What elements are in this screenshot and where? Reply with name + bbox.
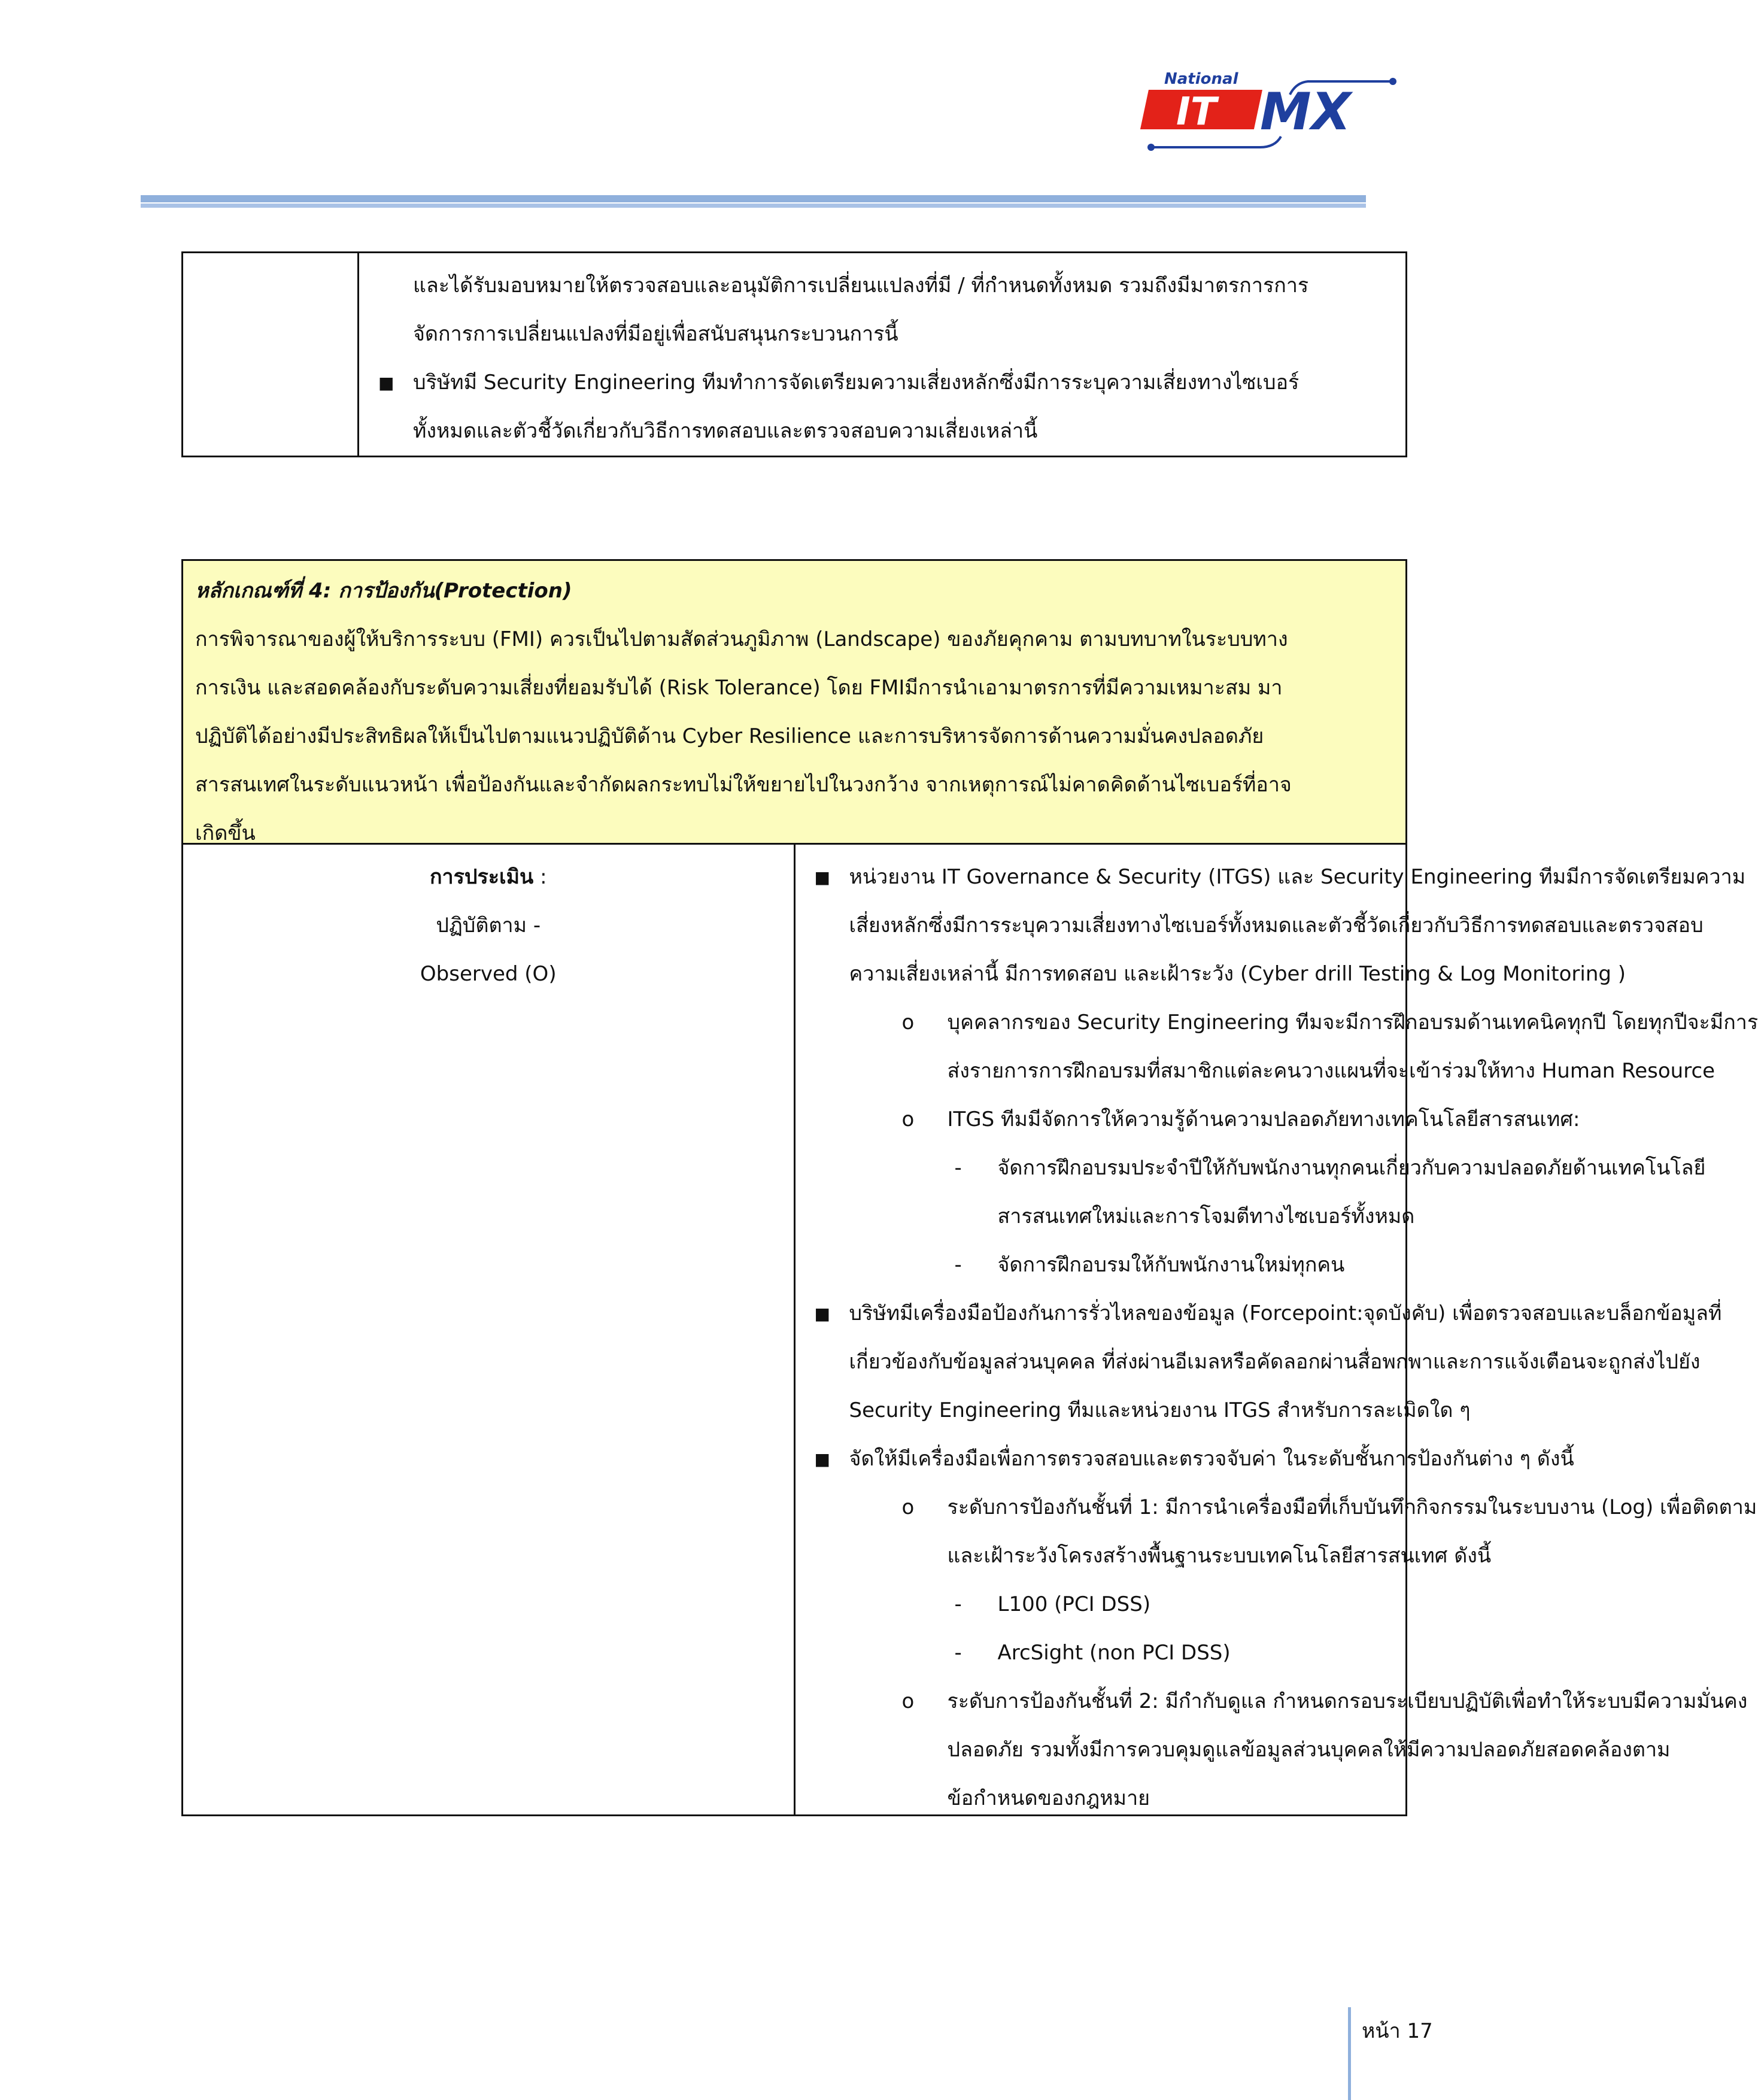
header-rule-bottom: [141, 204, 1366, 208]
criteria-line: ปฏิบัติได้อย่างมีประสิทธิผลให้เป็นไปตามแนวปฏิบัติด้าน Cyber Resilience และการบริหารจัดการด้านความมั่นคงปลอดภัย: [195, 724, 1264, 748]
line-text: หน่วยงาน IT Governance & Security (ITGS) และ Security Engineering ทีมมีการจัดเตรียมความ: [849, 865, 1746, 889]
continuation-content-cell: [359, 253, 1407, 457]
logo-it-text: IT: [1176, 90, 1217, 134]
logo-mx-text: MX: [1260, 82, 1351, 142]
details-cell: [794, 844, 1758, 1816]
line-text: ArcSight (non PCI DSS): [997, 1641, 1231, 1665]
line-text: สารสนเทศใหม่และการโจมตีทางไซเบอร์ทั้งหมด: [997, 1204, 1415, 1228]
header-rule-top: [141, 195, 1366, 202]
line-text: เกี่ยวข้องกับข้อมูลส่วนบุคคล ที่ส่งผ่านอีเมลหรือคัดลอกผ่านสื่อพกพาและการแจ้งเตือนจะถูกส่งไปยัง: [849, 1350, 1701, 1374]
details-lines: [795, 845, 1758, 1814]
circle-bullet-icon: o: [901, 1010, 915, 1034]
bullet-item: [806, 999, 1758, 1047]
page-number: หน้า 17: [1362, 2019, 1433, 2043]
itmx-logo: [1140, 59, 1404, 160]
line-text: ระดับการป้องกันชั้นที่ 2: มีกำกับดูแล กำหนดกรอบระเบียบปฏิบัติเพื่อทำให้ระบบมีความมั่นคง: [947, 1689, 1748, 1713]
line-text: บริษัทมีเครื่องมือป้องกันการรั่วไหลของข้อมูล (Forcepoint:จุดบังคับ) เพื่อตรวจสอบและบล็อกข้อมูลที่: [849, 1301, 1722, 1325]
assessment-rating: Observed (O): [420, 962, 557, 986]
line-text: เสี่ยงหลักซึ่งมีการระบุความเสี่ยงทางไซเบอร์ทั้งหมดและตัวชี้วัดเกี่ยวกับวิธีการทดสอบและตรวจสอบ: [849, 914, 1704, 937]
bullet-item: [806, 1435, 1574, 1483]
text-line: [370, 407, 1395, 456]
continuation-left-cell: [183, 253, 359, 457]
line-text: บริษัทมี Security Engineering ทีมทำการจัดเตรียมความเสี่ยงหลักซึ่งมีการระบุความเสี่ยงทางไซเบอร์: [413, 371, 1299, 394]
line-text: จัดการการเปลี่ยนแปลงที่มีอยู่เพื่อสนับสนุนกระบวนการนี้: [413, 322, 898, 346]
line-text: และเฝ้าระวังโครงสร้างพื้นฐานระบบเทคโนโลยีสารสนเทศ ดังนี้: [947, 1544, 1492, 1568]
continuation-table: [181, 251, 1407, 457]
square-bullet-icon: ■: [814, 1304, 830, 1324]
text-line: [806, 1338, 1701, 1386]
assessment-label: การประเมิน: [429, 865, 534, 889]
line-text: จัดการฝึกอบรมประจำปีให้กับพนักงานทุกคนเกี่ยวกับความปลอดภัยด้านเทคโนโลยี: [997, 1156, 1706, 1180]
dash-bullet-icon: -: [954, 1156, 962, 1180]
text-line: [806, 1386, 1471, 1435]
line-text: และได้รับมอบหมายให้ตรวจสอบและอนุมัติการเปลี่ยนแปลงที่มี / ที่กำหนดทั้งหมด รวมถึงมีมาตรการการ: [413, 274, 1309, 298]
criteria-description: [195, 615, 1393, 858]
criteria-line: เกิดขึ้น: [195, 821, 256, 845]
criteria-line: สารสนเทศในระดับแนวหน้า เพื่อป้องกันและจำกัดผลกระทบไม่ให้ขยายไปในวงกว้าง จากเหตุการณ์ไม่คาดคิดด้านไซเบอร์ที่อาจ: [195, 773, 1292, 797]
criteria-line: การพิจารณาของผู้ให้บริการระบบ (FMI) ควรเป็นไปตามสัดส่วนภูมิภาพ (Landscape) ของภัยคุกคาม ตามบทบาทในระบบทาง: [195, 627, 1288, 651]
logo-mx: [1260, 82, 1353, 142]
bullet-item: [806, 1483, 1757, 1532]
line-text: ทั้งหมดและตัวชี้วัดเกี่ยวกับวิธีการทดสอบและตรวจสอบความเสี่ยงเหล่านี้: [413, 419, 1038, 443]
line-text: จัดให้มีเครื่องมือเพื่อการตรวจสอบและตรวจจับค่า ในระดับชั้นการป้องกันต่าง ๆ ดังนี้: [849, 1447, 1574, 1471]
line-text: ปลอดภัย รวมทั้งมีการควบคุมดูแลข้อมูลส่วนบุคคลให้มีความปลอดภัยสอดคล้องตาม: [947, 1738, 1671, 1762]
bullet-item: [806, 1580, 1395, 1629]
text-line: [806, 1532, 1492, 1580]
circle-bullet-icon: o: [901, 1689, 915, 1713]
dash-bullet-icon: -: [954, 1253, 962, 1277]
criteria-line: การเงิน และสอดคล้องกับระดับความเสี่ยงที่ยอมรับได้ (Risk Tolerance) โดย FMIมีการนำเอามาตรการที่มีความเหมาะสม มา: [195, 676, 1283, 700]
circle-bullet-icon: o: [901, 1107, 915, 1131]
bullet-item: [806, 1629, 1395, 1677]
line-text: Security Engineering ทีมและหน่วยงาน ITGS สำหรับการละเมิดใด ๆ: [849, 1398, 1471, 1422]
line-text: ITGS ทีมมีจัดการให้ความรู้ด้านความปลอดภัยทางเทคโนโลยีสารสนเทศ:: [947, 1107, 1580, 1131]
square-bullet-icon: ■: [814, 1449, 830, 1469]
text-line: [806, 1726, 1671, 1774]
square-bullet-icon: ■: [814, 867, 830, 887]
square-bullet-icon: ■: [378, 373, 394, 393]
assessment-cell: [183, 844, 795, 1816]
line-text: ส่งรายการการฝึกอบรมที่สมาชิกแต่ละคนวางแผนที่จะเข้าร่วมให้ทาง Human Resource: [947, 1059, 1716, 1083]
text-line: [806, 1192, 1415, 1241]
text-line: [370, 262, 1395, 310]
bullet-item: [806, 853, 1746, 902]
criteria-table: [181, 559, 1758, 1816]
continuation-lines: [359, 253, 1405, 456]
footer-rule: [1348, 2007, 1351, 2100]
text-line: [806, 1047, 1716, 1095]
assessment-colon: :: [533, 865, 547, 889]
text-line: [806, 1774, 1395, 1823]
criteria-title: หลักเกณฑ์ที่ 4: การป้องกัน(Protection): [195, 579, 572, 603]
criteria-header-cell: [183, 560, 1407, 844]
logo-small-text: National: [1164, 70, 1238, 88]
text-line: [806, 950, 1626, 999]
bullet-item: [806, 1241, 1395, 1289]
line-text: ระดับการป้องกันชั้นที่ 1: มีการนำเครื่องมือที่เก็บบันทึกกิจกรรมในระบบงาน (Log) เพื่อติดตาม: [947, 1495, 1757, 1519]
bullet-item: [370, 359, 1395, 407]
line-text: จัดการฝึกอบรมให้กับพนักงานใหม่ทุกคน: [997, 1253, 1345, 1277]
bullet-item: [806, 1144, 1706, 1192]
dash-bullet-icon: -: [954, 1592, 962, 1616]
bullet-item: [806, 1289, 1722, 1338]
bullet-item: [806, 1677, 1748, 1726]
bullet-item: [806, 1095, 1580, 1144]
dash-bullet-icon: -: [954, 1641, 962, 1665]
assessment-result: ปฏิบัติตาม -: [436, 914, 541, 937]
circle-bullet-icon: o: [901, 1495, 915, 1519]
line-text: บุคคลากรของ Security Engineering ทีมจะมีการฝึกอบรมด้านเทคนิคทุกปี โดยทุกปีจะมีการ: [947, 1010, 1758, 1034]
logo-it: [1140, 90, 1262, 134]
text-line: [370, 310, 1395, 359]
line-text: L100 (PCI DSS): [997, 1592, 1151, 1616]
line-text: ข้อกำหนดของกฎหมาย: [947, 1786, 1150, 1810]
text-line: [806, 902, 1704, 950]
line-text: ความเสี่ยงเหล่านี้ มีการทดสอบ และเฝ้าระวัง (Cyber drill Testing & Log Monitoring ): [849, 962, 1626, 986]
